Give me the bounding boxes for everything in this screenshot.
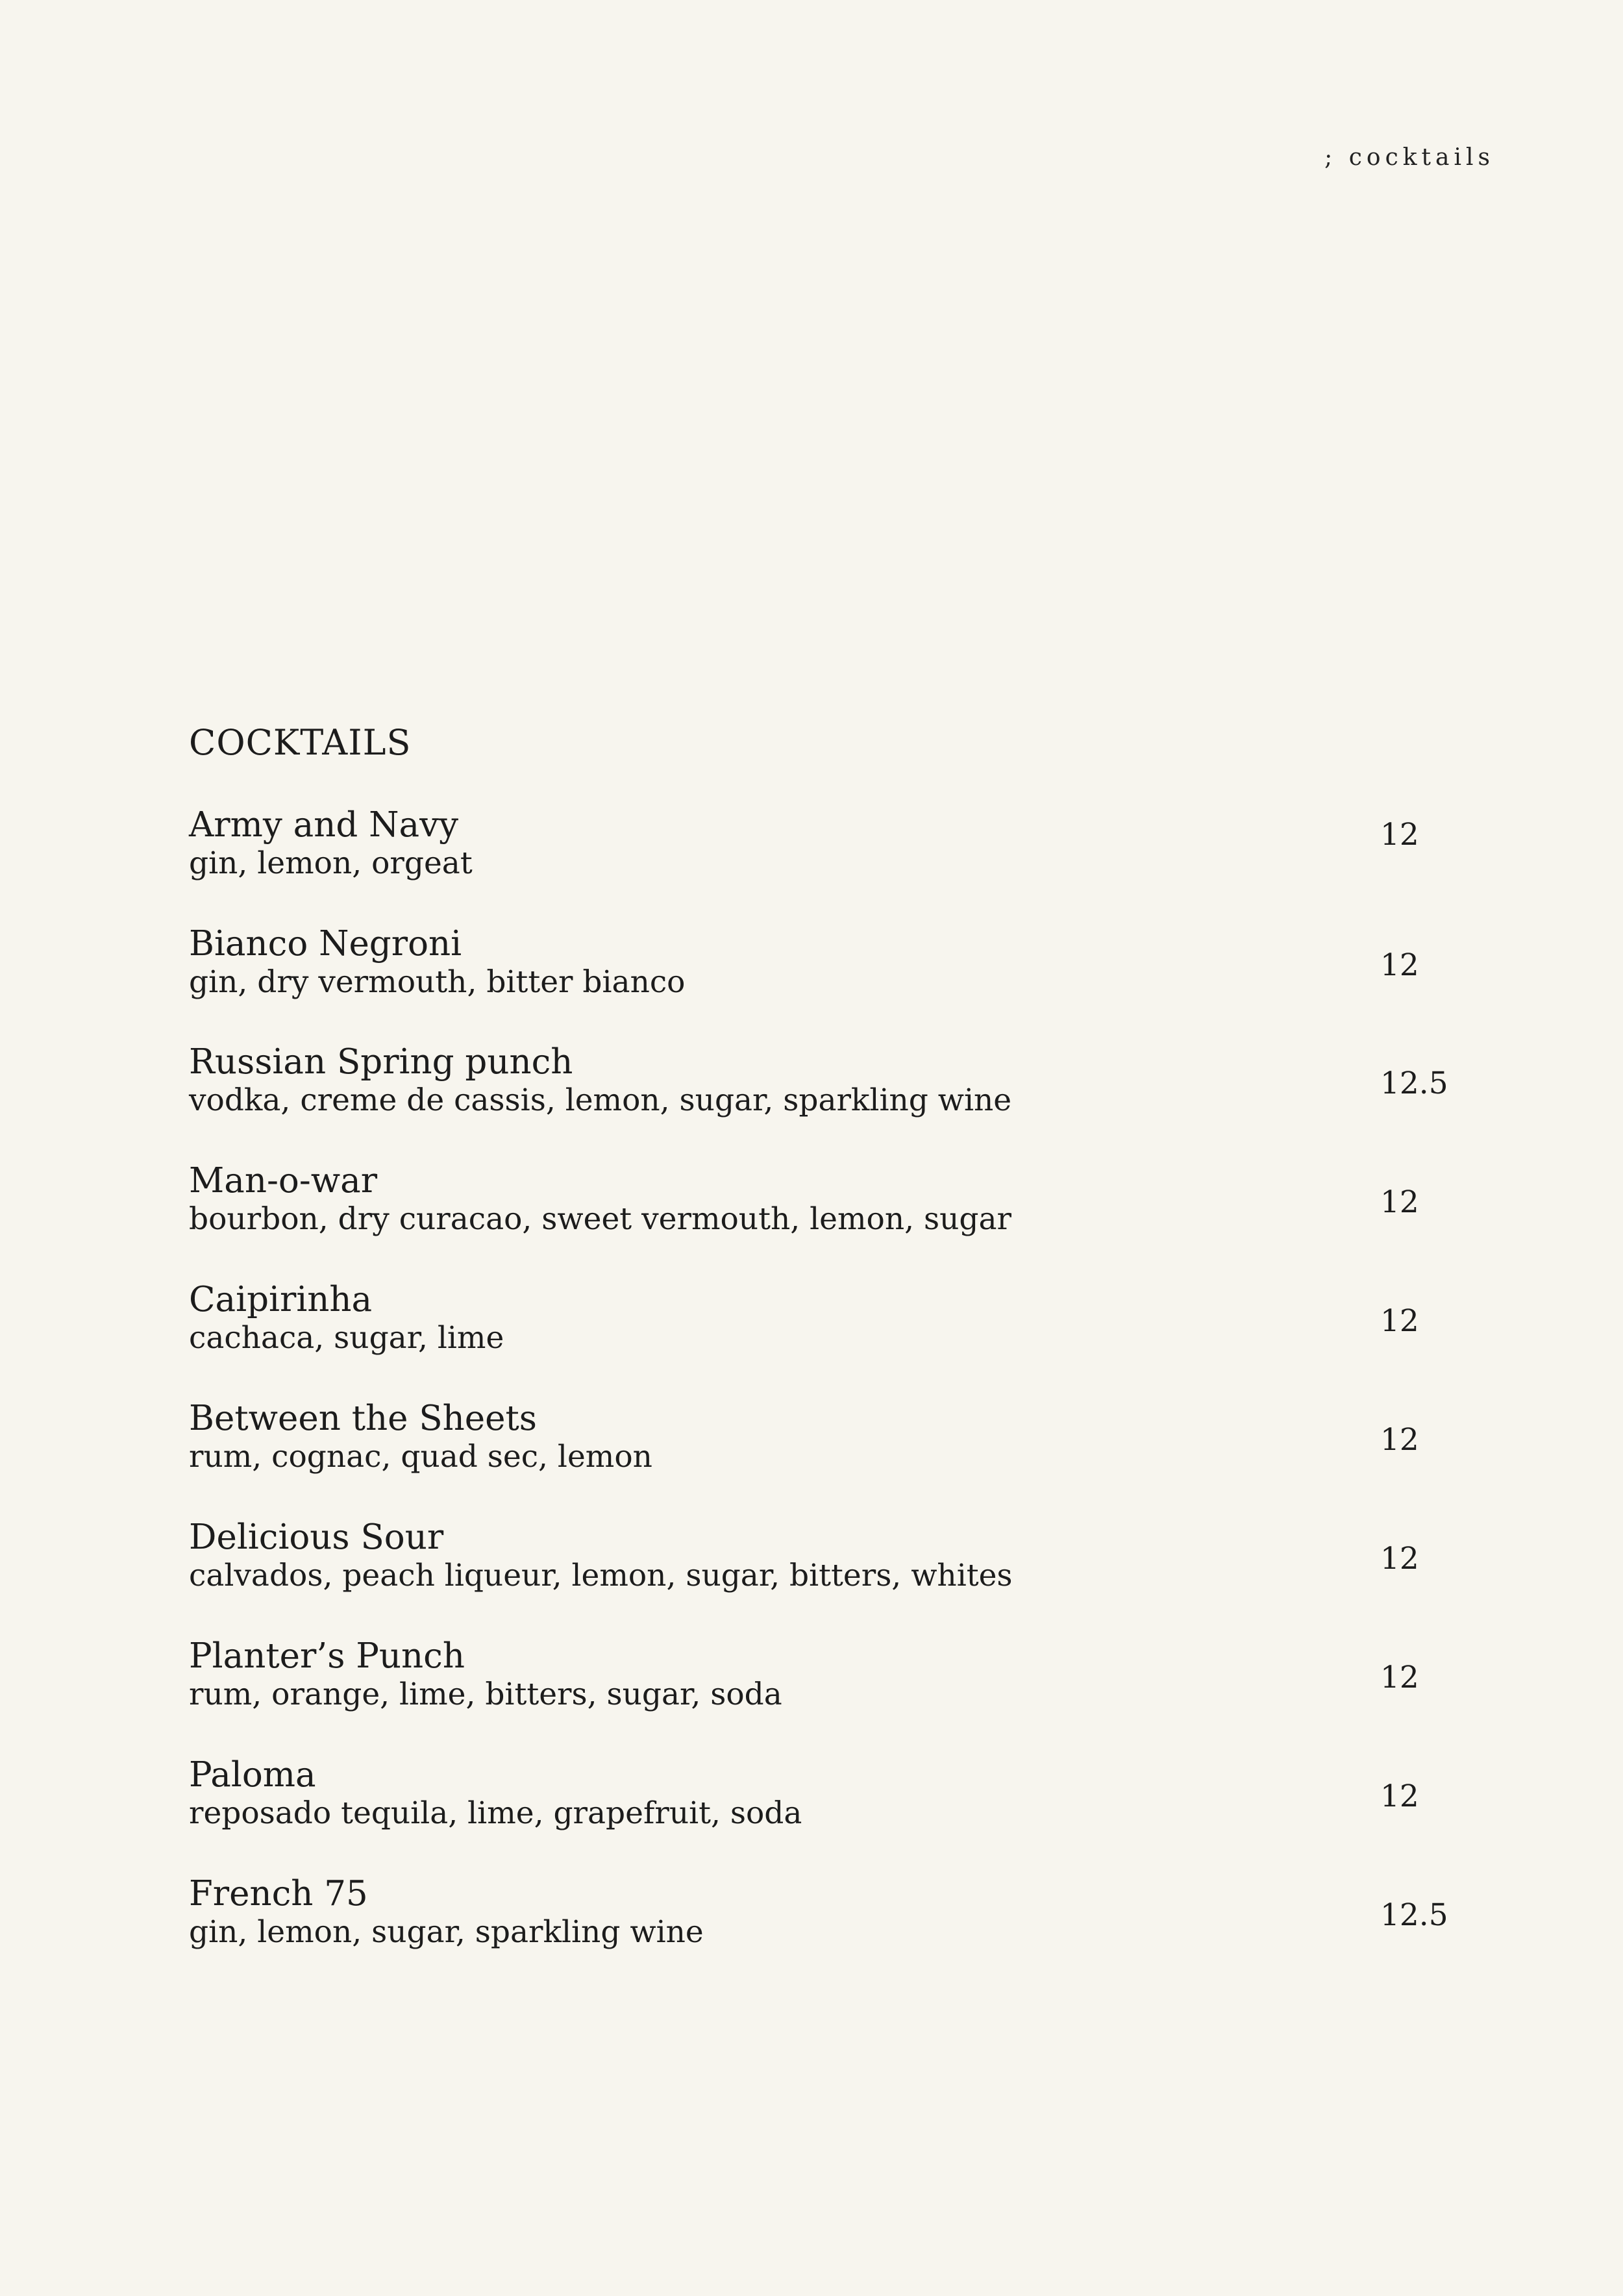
menu-item	[189, 1161, 1461, 1238]
menu-item	[189, 1042, 1461, 1119]
item-price: 12	[1380, 1422, 1419, 1458]
item-name: Delicious Sour	[189, 1517, 444, 1557]
item-price: 12	[1380, 1778, 1419, 1814]
item-name: Russian Spring punch	[189, 1042, 573, 1082]
menu-item	[189, 1755, 1461, 1832]
item-description: bourbon, dry curacao, sweet vermouth, lemon, sugar	[189, 1201, 1011, 1237]
item-name: French 75	[189, 1874, 368, 1914]
item-price: 12	[1380, 817, 1419, 853]
item-name: Caipirinha	[189, 1280, 373, 1319]
item-description: cachaca, sugar, lime	[189, 1320, 504, 1356]
item-price: 12	[1380, 1541, 1419, 1577]
item-name: Between the Sheets	[189, 1399, 538, 1438]
item-description: calvados, peach liqueur, lemon, sugar, bitters, whites	[189, 1558, 1013, 1593]
menu-item	[189, 1874, 1461, 1951]
item-description: gin, dry vermouth, bitter bianco	[189, 964, 686, 1000]
item-description: reposado tequila, lime, grapefruit, soda	[189, 1795, 802, 1831]
item-description: rum, cognac, quad sec, lemon	[189, 1439, 652, 1475]
menu-item	[189, 924, 1461, 1001]
item-name: Paloma	[189, 1755, 316, 1795]
item-description: rum, orange, lime, bitters, sugar, soda	[189, 1677, 782, 1712]
item-price: 12	[1380, 947, 1419, 983]
item-price: 12	[1380, 1660, 1419, 1695]
item-price: 12	[1380, 1184, 1419, 1220]
item-name: Man-o-war	[189, 1161, 378, 1201]
item-price: 12.5	[1380, 1066, 1448, 1101]
section-title: COCKTAILS	[189, 722, 412, 763]
header-section-tag: ; cocktails	[1324, 144, 1494, 171]
item-name: Army and Navy	[189, 805, 459, 845]
item-description: gin, lemon, orgeat	[189, 845, 473, 881]
item-description: vodka, creme de cassis, lemon, sugar, sparkling wine	[189, 1082, 1012, 1118]
menu-item	[189, 1517, 1461, 1594]
item-price: 12.5	[1380, 1897, 1448, 1933]
menu-item	[189, 1636, 1461, 1713]
item-description: gin, lemon, sugar, sparkling wine	[189, 1914, 704, 1950]
menu-item	[189, 1280, 1461, 1356]
menu-item	[189, 1399, 1461, 1475]
item-name: Bianco Negroni	[189, 924, 462, 964]
menu-item	[189, 805, 1461, 882]
item-name: Planter’s Punch	[189, 1636, 465, 1676]
item-price: 12	[1380, 1303, 1419, 1339]
